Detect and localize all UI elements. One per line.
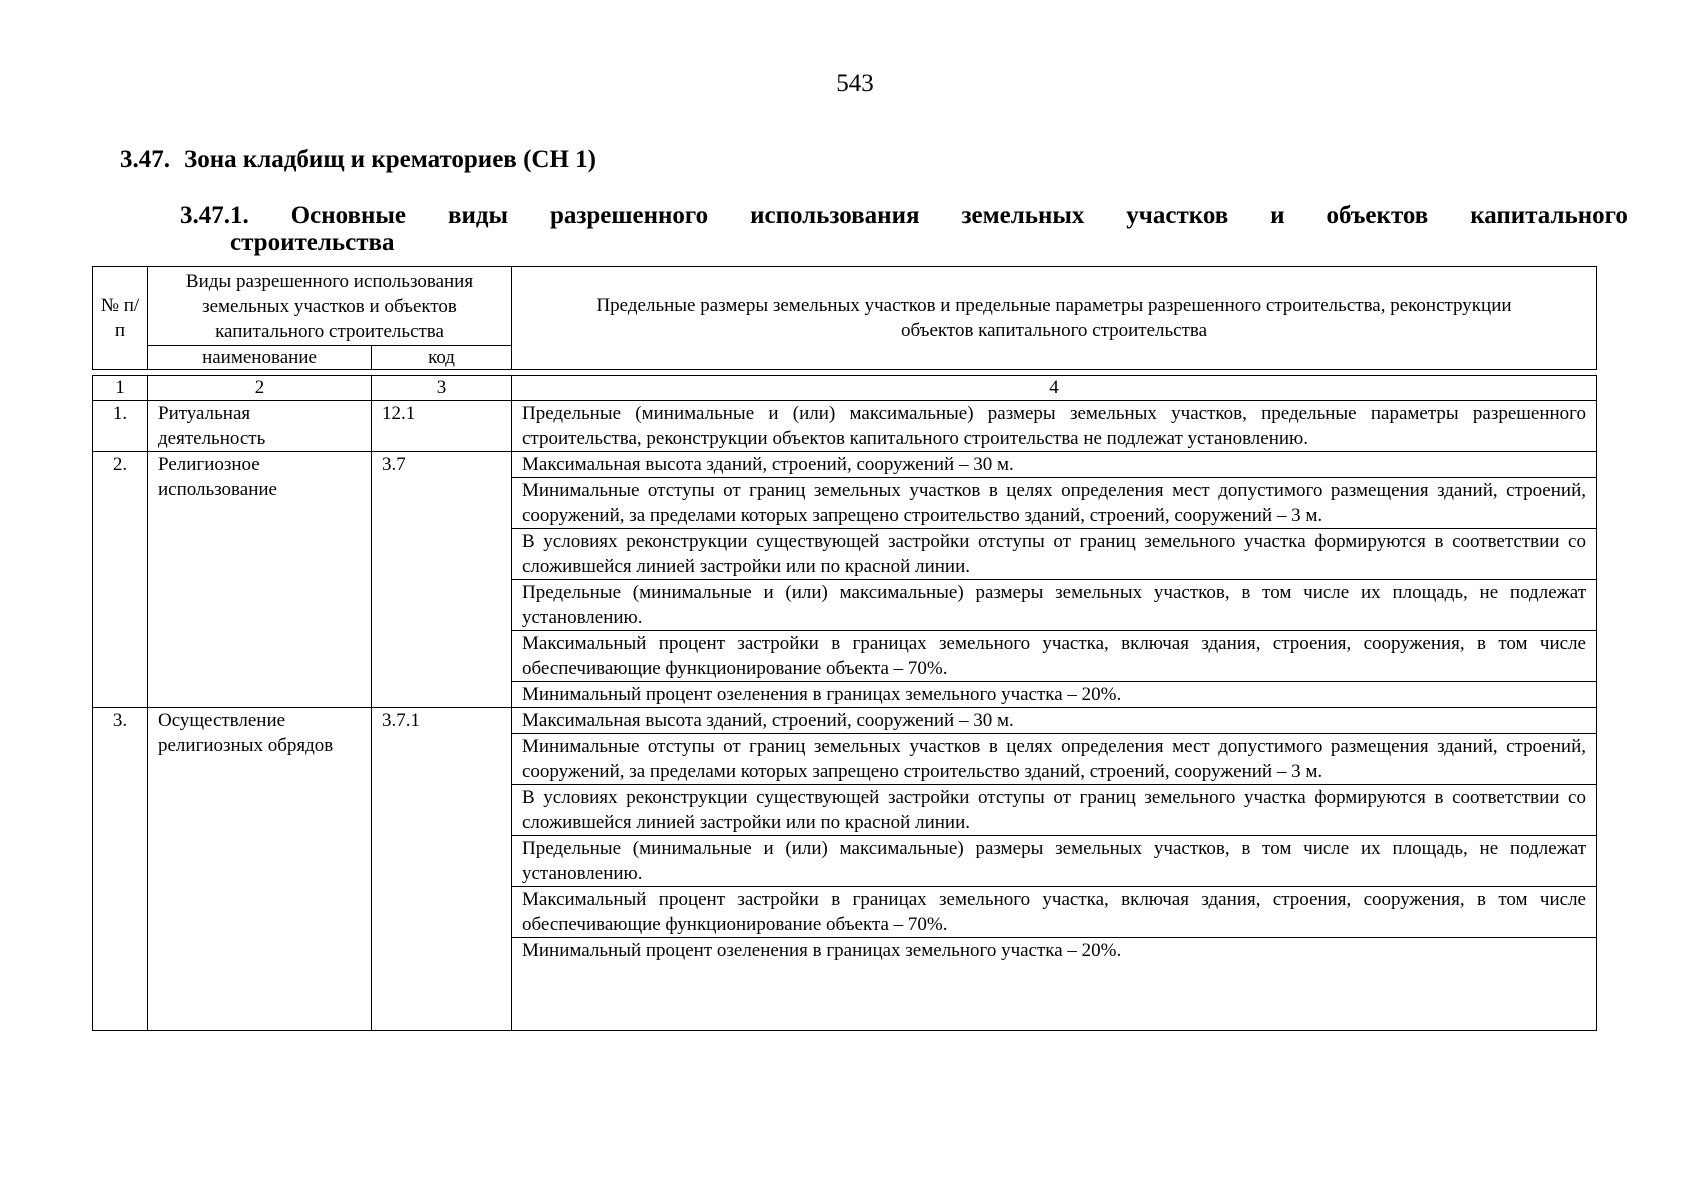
table-body [93,376,1597,1031]
row-number: 3. [93,708,148,1031]
table-row [93,708,1597,734]
parameter-text: Минимальные отступы от границ земельных участков в целях определения мест допустимого размещения зданий, строений, сооружений, за пределами которых запрещено строительство зданий, строений, сооружений – 3 м. [512,734,1597,785]
parameter-text: Минимальные отступы от границ земельных участков в целях определения мест допустимого размещения зданий, строений, сооружений, за пределами которых запрещено строительство зданий, строений, сооружений – 3 м. [512,478,1597,529]
parameter-text: Предельные (минимальные и (или) максимальные) размеры земельных участков, в том числе их площадь, не подлежат установлению. [512,836,1597,887]
section-title [120,146,596,174]
subsection-title-word: и [1270,202,1285,229]
page-number: 543 [836,70,874,97]
subsection-title-word: объектов [1326,202,1429,229]
subsection-title [180,202,1628,256]
header-name: наименование [148,346,372,370]
subsection-title-continuation: строительства [230,229,395,256]
table-header [92,266,1597,370]
subsection-title-line [180,202,1628,230]
subsection-title-word: капитального [1470,202,1628,229]
parameter-text: Минимальный процент озеленения в границах земельного участка – 20%. [512,938,1597,1031]
parameter-text: Минимальный процент озеленения в границах земельного участка – 20%. [512,682,1597,708]
parameter-text: Максимальный процент застройки в границах земельного участка, включая здания, строения, сооружения, в том числе обеспечивающие функционирование объекта – 70%. [512,887,1597,938]
zoning-table [92,375,1597,1031]
header-limits: Предельные размеры земельных участков и предельные параметры разрешенного строительства, реконструкции объектов капитального строительства [512,267,1597,370]
row-number: 2. [93,452,148,708]
column-number: 1 [93,376,148,401]
column-number: 3 [372,376,512,401]
subsection-title-word: виды [447,202,509,229]
parameter-text: Максимальная высота зданий, строений, сооружений – 30 м. [512,452,1597,478]
use-name: Ритуальная деятельность [148,401,372,452]
subsection-title-word: разрешенного [549,202,709,229]
table-row [93,452,1597,478]
use-code: 3.7.1 [372,708,512,1031]
use-code: 3.7 [372,452,512,708]
parameter-text: В условиях реконструкции существующей застройки отступы от границ земельного участка формируются в соответствии со сложившейся линией застройки или по красной линии. [512,529,1597,580]
section-title-text: Зона кладбищ и крематориев (СН 1) [184,146,596,173]
subsection-title-word: участков [1126,202,1229,229]
use-code: 12.1 [372,401,512,452]
row-number: 1. [93,401,148,452]
parameter-text: Максимальный процент застройки в границах земельного участка, включая здания, строения, сооружения, в том числе обеспечивающие функционирование объекта – 70%. [512,631,1597,682]
subsection-title-word: использования [750,202,920,229]
column-number: 4 [512,376,1597,401]
header-code: код [372,346,512,370]
parameter-text: Предельные (минимальные и (или) максимальные) размеры земельных участков, в том числе их площадь, не подлежат установлению. [512,580,1597,631]
table-row [93,401,1597,452]
subsection-title-word: земельных [961,202,1085,229]
subsection-number: 3.47.1. [180,202,249,229]
header-num: № п/п [93,267,148,370]
parameter-text: В условиях реконструкции существующей застройки отступы от границ земельного участка формируются в соответствии со сложившейся линией застройки или по красной линии. [512,785,1597,836]
use-name: Осуществление религиозных обрядов [148,708,372,1031]
column-numbers-row [93,376,1597,401]
parameter-text: Предельные (минимальные и (или) максимальные) размеры земельных участков, предельные параметры разрешенного строительства, реконструкции объектов капитального строительства не подлежат установлению. [512,401,1597,452]
section-number: 3.47. [120,146,170,173]
column-number: 2 [148,376,372,401]
subsection-title-word: Основные [290,202,407,229]
header-types-group: Виды разрешенного использования земельных участков и объектов капитального строительства [148,267,512,346]
parameter-text: Максимальная высота зданий, строений, сооружений – 30 м. [512,708,1597,734]
use-name: Религиозное использование [148,452,372,708]
